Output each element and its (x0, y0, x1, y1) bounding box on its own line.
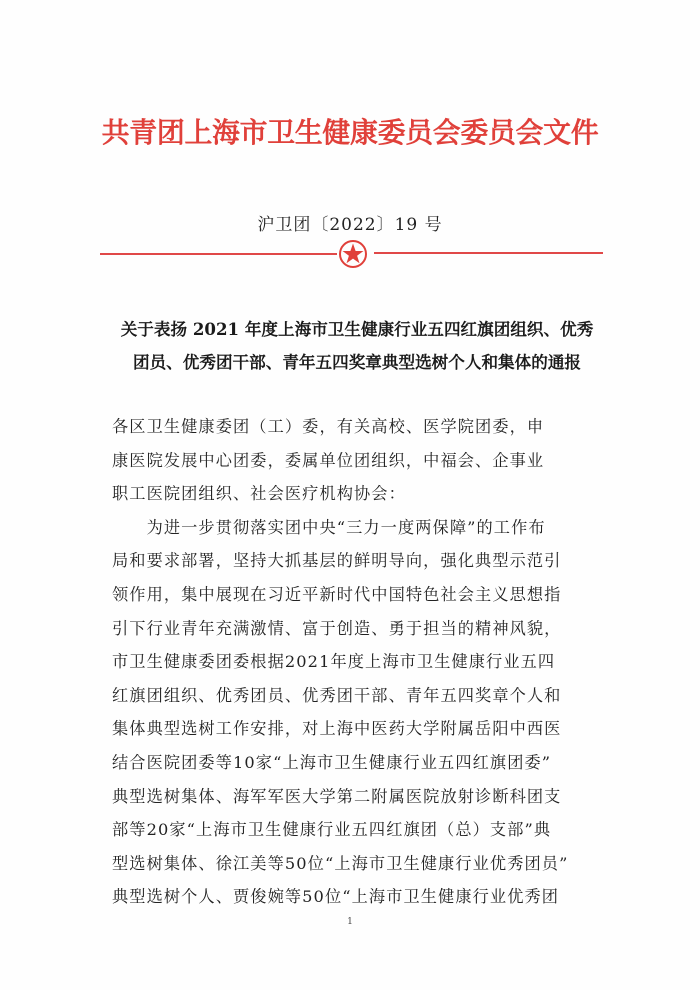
page-number: 1 (347, 917, 353, 927)
body-line: 结合医院团委等10家“上海市卫生健康行业五四红旗团委” (112, 752, 552, 772)
body-line: 引下行业青年充满激情、富于创造、勇于担当的精神风貌， (112, 618, 562, 638)
body-line: 为进一步贯彻落实团中央“三力一度两保障”的工作布 (112, 517, 546, 537)
notice-title (112, 313, 602, 379)
body-line: 局和要求部署，坚持大抓基层的鲜明导向，强化典型示范引 (112, 551, 562, 571)
notice-title-line: 团员、优秀团干部、青年五四奖章典型选树个人和集体的通报 (132, 352, 582, 372)
body-line: 各区卫生健康委团（工）委，有关高校、医学院团委，申 (112, 417, 545, 436)
body-line: 市卫生健康委团委根据2021年度上海市卫生健康行业五四 (112, 652, 556, 672)
notice-body (112, 410, 602, 914)
body-line: 红旗团组织、优秀团员、优秀团干部、青年五四奖章个人和 (112, 685, 562, 705)
body-line: 典型选树集体、海军军医大学第二附属医院放射诊断科团支 (112, 786, 562, 806)
red-divider-right (374, 252, 603, 254)
body-line: 康医院发展中心团委，委属单位团组织，中福会、企事业 (112, 450, 545, 470)
star-emblem-icon (338, 239, 368, 269)
body-line: 典型选树个人、贾俊婉等50位“上海市卫生健康行业优秀团 (112, 887, 560, 907)
red-divider-left (100, 253, 337, 255)
body-line: 部等20家“上海市卫生健康行业五四红旗团（总）支部”典 (112, 820, 552, 840)
document-header-title: 共青团上海市卫生健康委员会委员会文件 (101, 116, 599, 149)
notice-title-line: 关于表扬 2021 年度上海市卫生健康行业五四红旗团组织、优秀 (120, 319, 594, 339)
body-line: 职工医院团组织、社会医疗机构协会： (112, 484, 406, 504)
body-line: 领作用，集中展现在习近平新时代中国特色社会主义思想指 (112, 584, 562, 604)
body-line: 集体典型选树工作安排，对上海中医药大学附属岳阳中西医 (112, 719, 562, 739)
document-number: 沪卫团〔2022〕19 号 (257, 215, 443, 235)
body-line: 型选树集体、徐江美等50位“上海市卫生健康行业优秀团员” (112, 853, 569, 873)
